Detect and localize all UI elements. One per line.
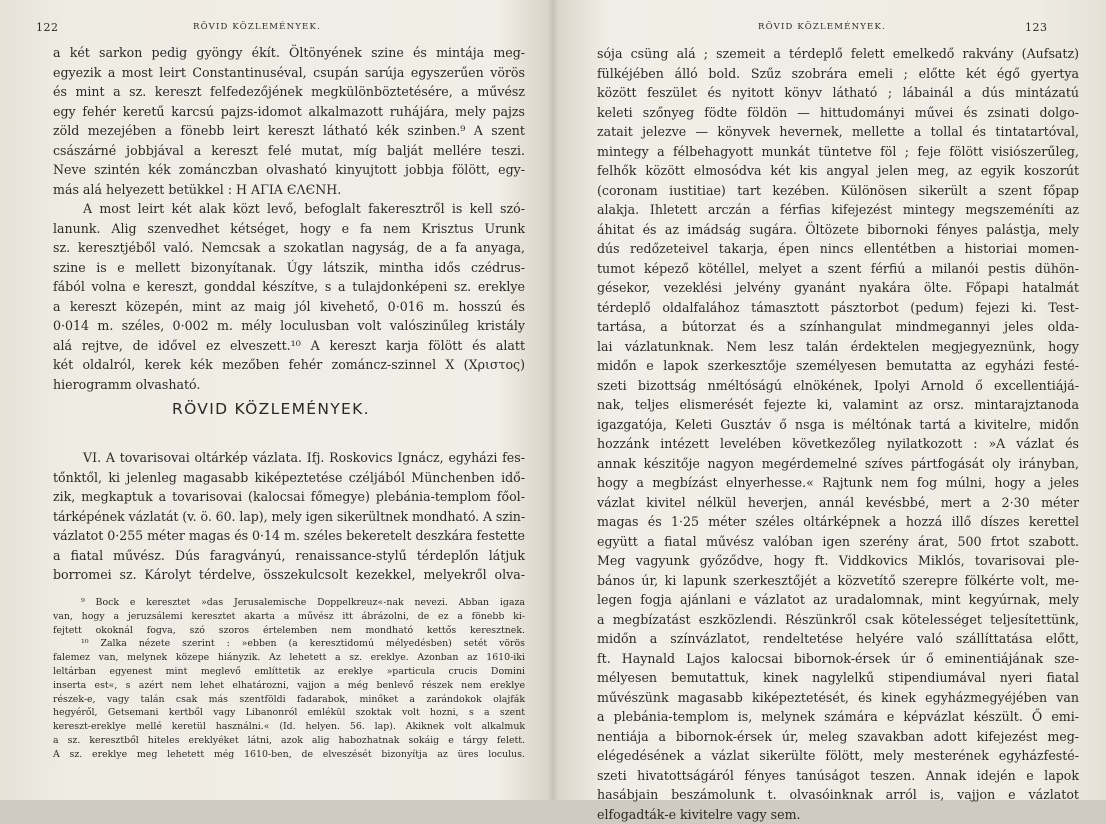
running-head: RÖVID KÖZLEMÉNYEK. <box>758 22 886 32</box>
text-line: együtt a fiatal művész valóban igen szerény árat, 500 frtot szabott. <box>597 532 1079 552</box>
footnote-line: részek-e, vagy talán csak más szentföldi fadarabok, minőket a zarándokok olajfák <box>53 693 525 707</box>
text-line: midőn e lapok szerkesztője személyesen bemutatta az egyházi festé- <box>597 356 1079 376</box>
text-line: VI. A tovarisovai oltárkép vázlata. Ifj. Roskovics Ignácz, egyházi fes- <box>53 448 525 468</box>
text-line: a kereszt közepén, mint az maig jól kivehető, 0·016 m. hosszú és <box>53 297 525 317</box>
text-line: egyezik a most leirt Constantinuséval, csupán sarúja egyszerűen vörös <box>53 63 525 83</box>
text-line: A most leirt két alak közt levő, befoglalt fakeresztről is kell szó- <box>53 199 525 219</box>
footnote-line: falemez van, melynek közepe hiányzik. Az lehetett a sz. ereklye. Azonban az 1610-iki <box>53 651 525 665</box>
text-line: Neve szintén kék zománczban olvasható kinyujtott jobbja fölött, egy- <box>53 160 525 180</box>
article-continuation <box>597 44 1079 824</box>
text-line: tőnktől, ki jelenleg magasabb kiképeztetése czéljából Münchenben idő- <box>53 468 525 488</box>
text-line: nak, teljes elismerését fejezte ki, valamint az orsz. mintarajztanoda <box>597 395 1079 415</box>
text-line: között feszület és nyitott könyv látható ; lábainál a dús mintázatú <box>597 83 1079 103</box>
paragraph <box>53 43 525 199</box>
text-line: vázlat kivitel nélkül heverjen, annál kevésbbé, mert a 2·30 méter <box>597 493 1079 513</box>
text-line: gésekor, vezeklési jelvény gyanánt nyakára ölte. Főpapi hatalmát <box>597 278 1079 298</box>
text-line: magas és 1·25 méter széles oltárképnek a hozzá illő díszes kerettel <box>597 512 1079 532</box>
text-line: szeti hivatottságáról fényes tanúságot teszen. Annak idején e lapok <box>597 766 1079 786</box>
text-line: sója csüng alá ; szemeit a térdeplő felett emelkedő rakvány (Aufsatz) <box>597 44 1079 64</box>
text-line: legen fogja ajánlani e vázlatot az uradalomnak, mint kegyúrnak, mely <box>597 590 1079 610</box>
text-line: egy fehér keretű karcsú pajzs-idomot alkalmazott ruhájára, mely pajzs <box>53 102 525 122</box>
text-line: Meg vagyunk győződve, hogy ft. Viddkovics Miklós, tovarisovai ple- <box>597 551 1079 571</box>
text-line: midőn a színvázlatot, rendeltetése helyére való szállíttatása előtt, <box>597 629 1079 649</box>
left-page <box>0 0 552 800</box>
footnote-line: kereszt-ereklye mellé keretül használni.« (Id. helyen. 56. lap). Akiknek volt alkalmuk <box>53 720 525 734</box>
footnote-line: inserta est«, s azért nem lehet elhatározni, vajjon a még benlevő részek nem ereklye <box>53 679 525 693</box>
footnotes <box>53 596 525 762</box>
text-line: mélyesen bemutattuk, kinek nagylelkű stipendiumával nyeri fiatal <box>597 668 1079 688</box>
footnote-line: van, hogy a jeruzsálemi keresztet akarta a művész itt ábrázolni, de ez a fönebb ki- <box>53 610 525 624</box>
text-line: nentiája a bibornok-érsek úr, meleg szavakban adott kifejezést meg- <box>597 727 1079 747</box>
text-line: bános úr, ki lapunk szerkesztőjét a közvetítő szerepre fölkérte volt, me- <box>597 571 1079 591</box>
text-line: szine is e mellett bizonyítanak. Úgy látszik, mintha idős czédrus- <box>53 258 525 278</box>
text-line: hozzánk intézett levelében következőleg nyilatkozott : »A vázlat és <box>597 434 1079 454</box>
text-line: vázlatot 0·255 méter magas és 0·14 m. széles bekeretelt deszkára festette <box>53 526 525 546</box>
text-line: fülkéjében álló bold. Szűz szobrára emeli ; előtte két égő gyertya <box>597 64 1079 84</box>
text-line: szeti bizottság nméltóságú elnökének, Ipolyi Arnold ő excellentiájá- <box>597 376 1079 396</box>
footnote-line: ¹⁰ Zalka nézete szerint : »ebben (a keresztidomú mélyedésben) setét vörös <box>53 637 525 651</box>
text-line: a fiatal művész. Dús faragványú, renaissance-stylű térdeplőn látjuk <box>53 546 525 566</box>
paragraph <box>53 199 525 394</box>
text-line: hogy a megbízást elnyerhesse.« Rajtunk nem fog múlni, hogy a jeles <box>597 473 1079 493</box>
text-line: hasábjain beszámolunk t. olvasóinknak arról is, vajjon e vázlatot <box>597 785 1079 805</box>
article-start <box>53 448 525 585</box>
text-line: annak készitője nagyon megérdemelné szíves pártfogását oly irányban, <box>597 454 1079 474</box>
page-number: 122 <box>36 21 59 34</box>
text-line: elfogadták-e kivitelre vagy sem. <box>597 805 1079 824</box>
footnote-line: A sz. ereklye meg lehetett még 1610-ben, de elveszését bizonyítja az üres loculus. <box>53 748 525 762</box>
section-title: RÖVID KÖZLEMÉNYEK. <box>172 400 370 418</box>
text-line: zik, megkaptuk a tovarisovai (kalocsai főmegye) plebánia-templom főol- <box>53 487 525 507</box>
text-line: a két sarkon pedig gyöngy ékít. Öltönyének szine és mintája meg- <box>53 43 525 63</box>
text-line: keleti szőnyeg födte földön — hittudományi művei és zsinati dolgo- <box>597 103 1079 123</box>
text-line: ft. Haynald Lajos kalocsai bibornok-érsek úr ő eminentiájának sze- <box>597 649 1079 669</box>
text-line: lanunk. Alig szenvedhet kétséget, hogy e fa nem Krisztus Urunk <box>53 219 525 239</box>
text-line: térdeplő oldalfalához támasztott pásztorbot (pedum) fejezi ki. Test- <box>597 298 1079 318</box>
text-line: a megbízatást eszközlendi. Részünkről csak kötelességet teljesítettünk, <box>597 610 1079 630</box>
running-head: RÖVID KÖZLEMÉNYEK. <box>193 22 321 32</box>
text-line: zöld mezejében a fönebb leirt kereszt látható kék szinben.⁹ A szent <box>53 121 525 141</box>
text-line: borromei sz. Károlyt térdelve, összekulcsolt kezekkel, melyekről olva- <box>53 565 525 585</box>
text-line: művészünk magasabb kiképeztetését, és kinek egyházmegyéjében van <box>597 688 1079 708</box>
text-line: mintegy a félbehagyott munkát tüntetve föl ; feje fölött visiószerűleg, <box>597 142 1079 162</box>
text-line: alá rejtve, de idővel ez elveszett.¹⁰ A kereszt karja fölött és alatt <box>53 336 525 356</box>
text-line: tárképének vázlatát (v. ö. 60. lap), mely igen sikerültnek mondható. A szin- <box>53 507 525 527</box>
footnote-line: a sz. keresztből hiteles ereklyéket látni, azok alig habozhatnak sokáig e tárgy felett. <box>53 734 525 748</box>
right-page <box>553 0 1106 800</box>
text-line: hierogramm olvasható. <box>53 375 525 395</box>
footnote-line: hegyéről, Getsemani kertből vagy Libanonról emlékül szoktak volt hozni, s a szent <box>53 706 525 720</box>
text-line: és mint a sz. kereszt felfedezőjének megkülönböztetésére, a művész <box>53 82 525 102</box>
footnote-line: fejtett okoknál fogva, szó szoros értelemben nem mondható kettős keresztnek. <box>53 624 525 638</box>
footnote-line: leltárban egyenest mint meglevő említtetik az ereklye »particula crucis Domini <box>53 665 525 679</box>
text-line: zatait jelezve — könyvek hevernek, mellette a tollal és tintatartóval, <box>597 122 1079 142</box>
text-line: elégedésének a vázlat sikerülte fölött, mely mesterének egyházfesté- <box>597 746 1079 766</box>
text-line: (coronam iustitiae) tart kezében. Különösen sikerült a szent főpap <box>597 181 1079 201</box>
text-line: tumot képező kötéllel, melyet a szent férfiú a milanói pestis dühön- <box>597 259 1079 279</box>
text-line: felhők között elmosódva két kis angyal jelen meg, az egyik koszorút <box>597 161 1079 181</box>
text-line: fából volna e kereszt, gonddal készítve, s a tulajdonképeni sz. ereklye <box>53 277 525 297</box>
footnote-line: ⁹ Bock e keresztet »das Jerusalemische Doppelkreuz«-nak nevezi. Abban igaza <box>53 596 525 610</box>
text-line: két oldalról, kerek kék mezőben fehér zománcz-szinnel X (Χριστος) <box>53 355 525 375</box>
text-line: alakja. Ihletett arczán a férfias kifejezést mintegy megszeméníti az <box>597 200 1079 220</box>
text-line: igazgatója, Keleti Gusztáv ő nsga is méltónak tartá a kivitelre, midőn <box>597 415 1079 435</box>
text-line: a plebánia-templom is, melynek számára e képvázlat készült. Ő emi- <box>597 707 1079 727</box>
page-number: 123 <box>1025 21 1048 34</box>
text-line: áhitat és az imádság sugára. Öltözete bibornoki fényes palástja, mely <box>597 220 1079 240</box>
text-line: császárné jobbjával a kereszt felé mutat, míg balját mellére teszi. <box>53 141 525 161</box>
text-line: tartása, a bútorzat és a színhangulat mindmegannyi jeles olda- <box>597 317 1079 337</box>
text-line: dús redőzeteivel takarja, épen nincs ellentétben a historiai momen- <box>597 239 1079 259</box>
text-line: sz. keresztjéből való. Nemcsak a szokatlan nagyság, de a fa anyaga, <box>53 238 525 258</box>
text-line: 0·014 m. széles, 0·002 m. mély loculusban volt valószinűleg kristály <box>53 316 525 336</box>
text-line: lai vázlatunknak. Nem lesz talán érdektelen megjegyeznünk, hogy <box>597 337 1079 357</box>
text-line: más alá helyezett betükkel : Η ΑΓΙΑ ЄΛЄΝΗ. <box>53 180 525 200</box>
